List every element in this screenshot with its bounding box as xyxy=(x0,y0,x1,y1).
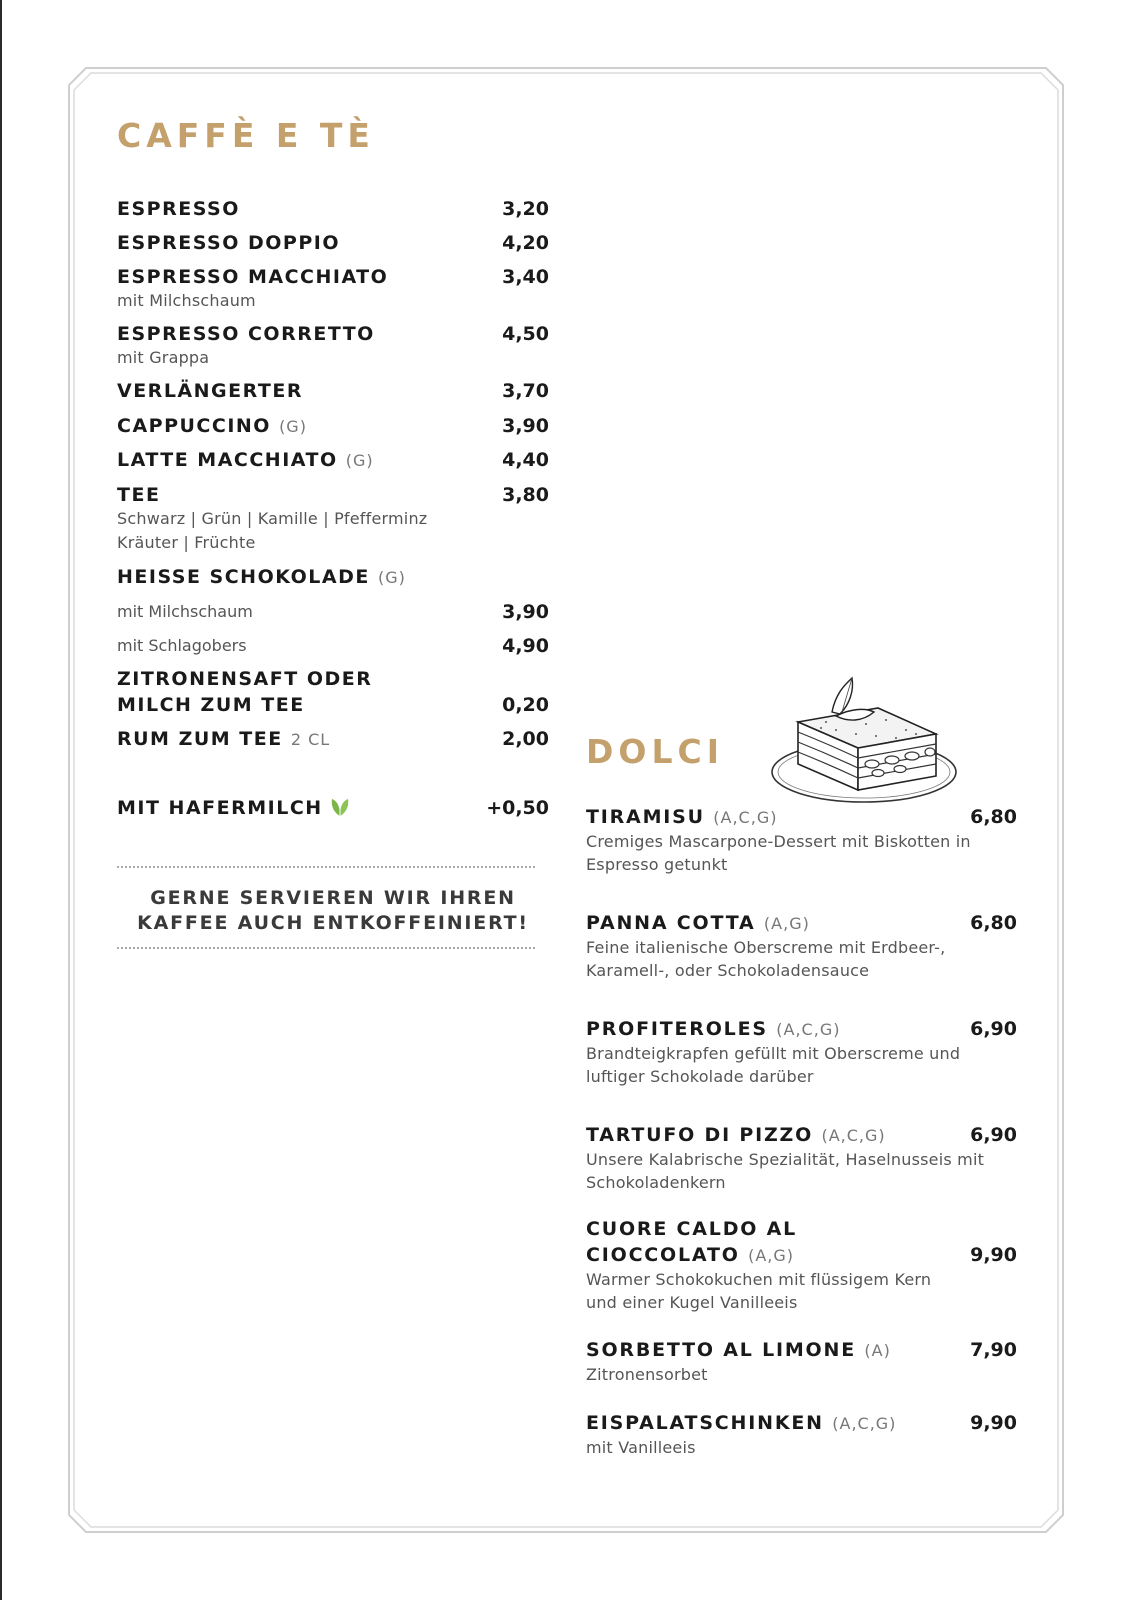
item-price: 6,90 xyxy=(970,1018,1017,1040)
item-price: 6,90 xyxy=(970,1124,1017,1146)
item-name xyxy=(586,911,946,936)
item-name-text: MIT HAFERMILCH xyxy=(117,797,323,819)
item-name xyxy=(586,1017,946,1042)
decaf-note-line2: KAFFEE AUCH ENTKOFFEINIERT! xyxy=(137,912,529,934)
menu-item-espresso-corretto xyxy=(117,322,549,370)
item-price: 3,20 xyxy=(502,198,549,220)
item-price: 6,80 xyxy=(970,912,1017,934)
leaf-icon xyxy=(329,797,351,817)
menu-item-verlaengerter xyxy=(117,379,549,403)
menu-item-latte-macchiato xyxy=(117,448,549,473)
allergen-tag: (A,C,G) xyxy=(832,1414,897,1433)
decaf-note-line1: GERNE SERVIEREN WIR IHREN xyxy=(150,887,516,909)
item-name-text: CAPPUCCINO xyxy=(117,415,271,437)
divider-bottom xyxy=(117,947,535,949)
item-price: 9,90 xyxy=(970,1244,1017,1266)
menu-item-espresso xyxy=(117,197,549,221)
item-name xyxy=(586,805,946,830)
item-name: ESPRESSO CORRETTO xyxy=(117,323,375,345)
item-name-text: PANNA COTTA xyxy=(586,912,756,934)
dolci-item-panna-cotta xyxy=(586,911,1017,982)
item-price: 3,80 xyxy=(502,484,549,506)
item-name-text: TIRAMISU xyxy=(586,806,705,828)
item-name: mit Schlagobers xyxy=(117,636,247,655)
item-price: 3,90 xyxy=(502,415,549,437)
menu-subitem-schlagobers xyxy=(117,634,549,658)
item-name: ESPRESSO DOPPIO xyxy=(117,232,340,254)
allergen-tag: (A,C,G) xyxy=(776,1020,841,1039)
dolci-item-tartufo xyxy=(586,1123,1017,1194)
menu-subitem-milchschaum xyxy=(117,600,549,624)
section-title-caffe: CAFFÈ E TÈ xyxy=(117,116,375,155)
menu-item-heisse-schokolade xyxy=(117,565,549,590)
item-name-text: LATTE MACCHIATO xyxy=(117,449,338,471)
item-price: 4,50 xyxy=(502,323,549,345)
item-name-text: PROFITEROLES xyxy=(586,1018,768,1040)
item-price: 3,70 xyxy=(502,380,549,402)
item-price: 2,00 xyxy=(502,728,549,750)
item-name-text: CIOCCOLATO xyxy=(586,1244,740,1266)
item-price: +0,50 xyxy=(486,797,549,819)
item-name: mit Milchschaum xyxy=(117,602,253,621)
allergen-tag: (A,G) xyxy=(763,914,810,933)
menu-item-espresso-macchiato xyxy=(117,265,549,313)
item-description: Espresso getunkt xyxy=(586,855,728,874)
divider-top xyxy=(117,866,535,868)
item-description: Feine italienische Oberscreme mit Erdbeer-, xyxy=(586,938,946,957)
item-price: 7,90 xyxy=(970,1339,1017,1361)
item-name: TEE xyxy=(117,484,161,506)
item-name: VERLÄNGERTER xyxy=(117,380,303,402)
item-description: Zitronensorbet xyxy=(586,1365,708,1384)
item-name: MILCH ZUM TEE xyxy=(117,694,305,716)
allergen-tag: (A,C,G) xyxy=(821,1126,886,1145)
item-price: 4,40 xyxy=(502,449,549,471)
item-description: mit Milchschaum xyxy=(117,291,256,310)
item-price: 6,80 xyxy=(970,806,1017,828)
item-name xyxy=(117,448,549,473)
item-description: mit Vanilleeis xyxy=(586,1438,696,1457)
item-description: Schwarz | Grün | Kamille | Pfefferminz xyxy=(117,509,428,528)
item-price: 9,90 xyxy=(970,1412,1017,1434)
item-price: 4,90 xyxy=(502,635,549,657)
item-name xyxy=(117,796,549,820)
dolci-item-tiramisu xyxy=(586,805,1017,876)
tiramisu-cake-illustration xyxy=(766,672,962,810)
dolci-item-profiteroles xyxy=(586,1017,1017,1088)
item-name xyxy=(117,565,549,590)
item-name-text: TARTUFO DI PIZZO xyxy=(586,1124,814,1146)
menu-item-tee xyxy=(117,483,549,555)
allergen-tag: (G) xyxy=(345,451,374,470)
item-name-text: RUM ZUM TEE xyxy=(117,728,283,750)
allergen-tag: 2 CL xyxy=(290,730,331,749)
item-description: Karamell-, oder Schokoladensauce xyxy=(586,961,870,980)
item-name xyxy=(117,414,549,439)
item-name: ESPRESSO xyxy=(117,198,240,220)
item-description: Kräuter | Früchte xyxy=(117,533,256,552)
decaf-note xyxy=(117,886,549,936)
item-description: und einer Kugel Vanilleeis xyxy=(586,1293,798,1312)
item-description: Brandteigkrapfen gefüllt mit Oberscreme und xyxy=(586,1044,961,1063)
item-price: 3,90 xyxy=(502,601,549,623)
item-name: ZITRONENSAFT ODER xyxy=(117,668,373,690)
item-price: 4,20 xyxy=(502,232,549,254)
allergen-tag: (A) xyxy=(864,1341,891,1360)
item-description: Schokoladenkern xyxy=(586,1173,726,1192)
dolci-item-cuore-caldo xyxy=(586,1217,1017,1314)
allergen-tag: (A,G) xyxy=(748,1246,794,1265)
menu-item-hafermilch xyxy=(117,796,549,820)
menu-item-cappuccino xyxy=(117,414,549,439)
menu-item-espresso-doppio xyxy=(117,231,549,255)
dolci-item-sorbetto xyxy=(586,1338,1017,1386)
allergen-tag: (G) xyxy=(279,417,307,436)
item-price: 0,20 xyxy=(502,694,549,716)
item-description: Cremiges Mascarpone-Dessert mit Biskotten in xyxy=(586,832,971,851)
item-name xyxy=(586,1123,946,1148)
item-description: Unsere Kalabrische Spezialität, Haselnusseis mit xyxy=(586,1150,985,1169)
dolci-item-eispalatschinken xyxy=(586,1411,1017,1459)
item-name-text: SORBETTO AL LIMONE xyxy=(586,1339,856,1361)
item-name-text: EISPALATSCHINKEN xyxy=(586,1412,824,1434)
allergen-tag: (G) xyxy=(377,568,406,587)
item-description: Warmer Schokokuchen mit flüssigem Kern xyxy=(586,1270,932,1289)
item-name xyxy=(117,727,549,752)
item-name xyxy=(586,1411,946,1436)
item-name xyxy=(586,1243,946,1268)
menu-item-zitronensaft xyxy=(117,667,549,717)
item-name-text: HEISSE SCHOKOLADE xyxy=(117,566,370,588)
item-name xyxy=(586,1338,946,1363)
item-name: CUORE CALDO AL xyxy=(586,1218,798,1240)
item-description: luftiger Schokolade darüber xyxy=(586,1067,814,1086)
item-price: 3,40 xyxy=(502,266,549,288)
item-name: ESPRESSO MACCHIATO xyxy=(117,266,389,288)
item-description: mit Grappa xyxy=(117,348,210,367)
allergen-tag: (A,C,G) xyxy=(713,808,778,827)
section-title-dolci: DOLCI xyxy=(586,732,724,771)
menu-item-rum-zum-tee xyxy=(117,727,549,752)
